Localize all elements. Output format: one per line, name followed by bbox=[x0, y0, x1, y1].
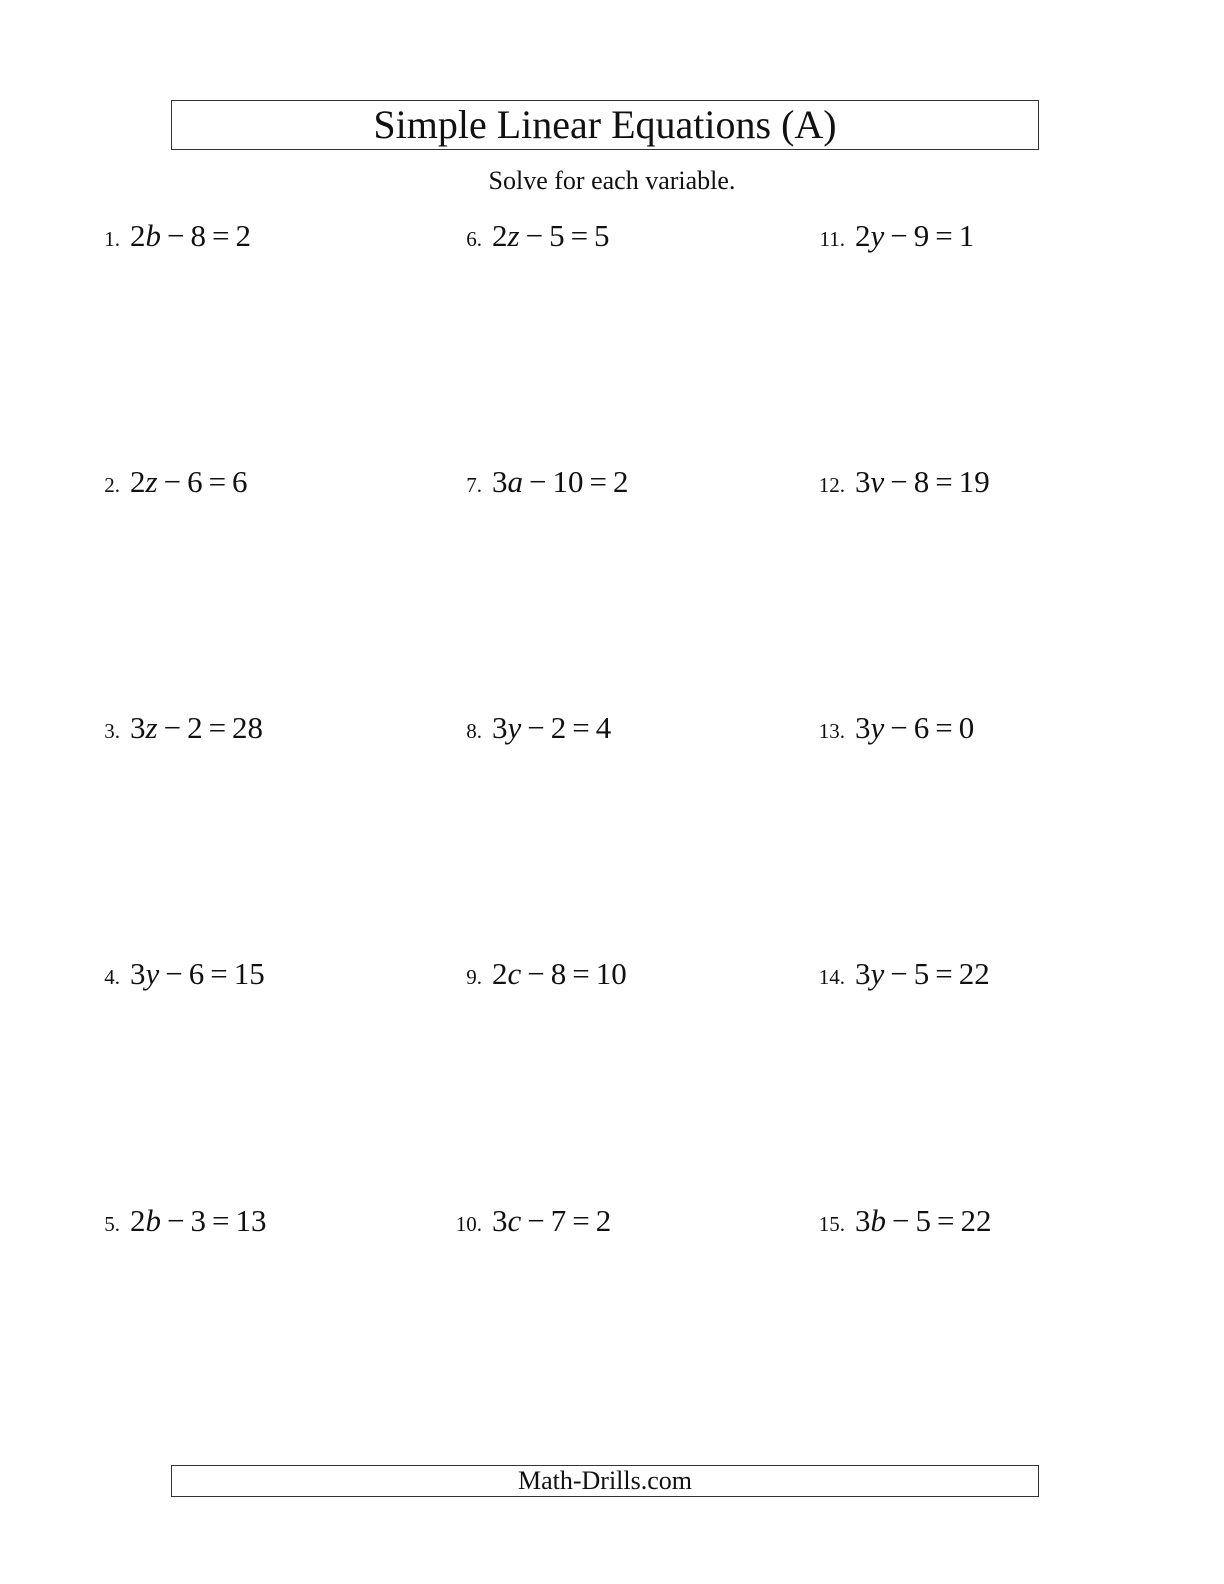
equation-constant: 8 bbox=[913, 464, 930, 499]
equals-sign: = bbox=[572, 710, 590, 745]
problem-number: 10. bbox=[455, 1212, 482, 1236]
problem-equation bbox=[855, 1203, 991, 1239]
equation-coefficient: 2 bbox=[130, 464, 146, 499]
equation-operator: − bbox=[527, 1203, 545, 1238]
equation-operator: − bbox=[890, 710, 908, 745]
problem-item bbox=[815, 218, 974, 254]
worksheet-title-box bbox=[171, 100, 1039, 150]
footer-text: Math-Drills.com bbox=[517, 1466, 693, 1495]
worksheet-instructions: Solve for each variable. bbox=[488, 166, 736, 195]
equation-constant: 6 bbox=[188, 956, 205, 991]
equation-variable: y bbox=[507, 710, 522, 745]
equation-rhs: 4 bbox=[595, 710, 612, 745]
equation-constant: 6 bbox=[913, 710, 930, 745]
equation-operator: − bbox=[890, 464, 908, 499]
problem-equation bbox=[492, 464, 628, 500]
equals-sign: = bbox=[589, 464, 607, 499]
problem-number: 2. bbox=[104, 473, 120, 497]
footer-box bbox=[171, 1465, 1039, 1497]
equation-rhs: 10 bbox=[595, 956, 627, 991]
equals-sign: = bbox=[570, 218, 589, 253]
equation-rhs: 28 bbox=[232, 710, 264, 745]
equals-sign: = bbox=[935, 464, 953, 499]
equation-operator: − bbox=[892, 1203, 910, 1238]
equation-variable: b bbox=[145, 1203, 161, 1238]
problem-number: 14. bbox=[818, 965, 845, 989]
equation-rhs: 2 bbox=[235, 218, 251, 253]
equation-coefficient: 3 bbox=[492, 1203, 508, 1238]
equation-constant: 5 bbox=[913, 956, 930, 991]
problem-item bbox=[452, 218, 610, 254]
equation-coefficient: 3 bbox=[130, 710, 146, 745]
equation-variable: b bbox=[145, 218, 161, 253]
equals-sign: = bbox=[936, 1203, 955, 1238]
problem-equation bbox=[855, 710, 974, 746]
equation-coefficient: 2 bbox=[492, 956, 508, 991]
equation-operator: − bbox=[167, 1203, 185, 1238]
equation-coefficient: 3 bbox=[130, 956, 146, 991]
equation-variable: z bbox=[145, 710, 158, 745]
problem-equation bbox=[130, 218, 251, 254]
problem-item bbox=[90, 956, 265, 992]
equation-coefficient: 3 bbox=[855, 710, 871, 745]
equation-rhs: 6 bbox=[232, 464, 248, 499]
problem-equation bbox=[130, 956, 265, 992]
equals-sign: = bbox=[210, 956, 228, 991]
equation-coefficient: 3 bbox=[492, 710, 508, 745]
problem-number: 3. bbox=[104, 719, 120, 743]
equation-operator: − bbox=[527, 710, 545, 745]
equation-constant: 8 bbox=[190, 218, 206, 253]
equation-coefficient: 2 bbox=[130, 1203, 146, 1238]
equals-sign: = bbox=[935, 218, 953, 253]
problem-number: 12. bbox=[818, 473, 845, 497]
equation-constant: 5 bbox=[549, 218, 565, 253]
equals-sign: = bbox=[935, 710, 953, 745]
problem-equation bbox=[492, 710, 611, 746]
equation-rhs: 1 bbox=[958, 218, 975, 253]
problem-equation bbox=[130, 464, 248, 500]
equation-rhs: 22 bbox=[958, 956, 990, 991]
equation-coefficient: 2 bbox=[130, 218, 146, 253]
equals-sign: = bbox=[572, 956, 590, 991]
equation-rhs: 0 bbox=[958, 710, 975, 745]
worksheet-title: Simple Linear Equations (A) bbox=[373, 102, 837, 147]
problem-equation bbox=[492, 956, 627, 992]
equation-variable: b bbox=[870, 1203, 886, 1238]
equation-operator: − bbox=[163, 464, 182, 499]
equation-coefficient: 2 bbox=[855, 218, 871, 253]
equation-constant: 10 bbox=[552, 464, 584, 499]
problem-equation bbox=[855, 218, 974, 254]
problem-item bbox=[815, 956, 990, 992]
problem-equation bbox=[130, 710, 263, 746]
problem-number: 5. bbox=[104, 1212, 120, 1236]
equation-variable: y bbox=[870, 710, 885, 745]
problem-equation bbox=[130, 1203, 266, 1239]
problem-item bbox=[90, 218, 251, 254]
problem-number: 13. bbox=[818, 719, 845, 743]
equals-sign: = bbox=[572, 1203, 590, 1238]
problem-item bbox=[452, 1203, 611, 1239]
equation-variable: y bbox=[145, 956, 160, 991]
problem-item bbox=[90, 710, 263, 746]
equation-constant: 5 bbox=[915, 1203, 931, 1238]
equation-coefficient: 3 bbox=[855, 1203, 871, 1238]
equation-variable: y bbox=[870, 956, 885, 991]
equation-operator: − bbox=[165, 956, 183, 991]
equation-constant: 3 bbox=[190, 1203, 206, 1238]
problem-number: 11. bbox=[819, 227, 845, 251]
problem-item bbox=[815, 710, 974, 746]
equation-constant: 2 bbox=[187, 710, 203, 745]
equation-variable: a bbox=[507, 464, 523, 499]
problem-equation bbox=[492, 1203, 611, 1239]
problem-item bbox=[452, 956, 627, 992]
equation-coefficient: 2 bbox=[492, 218, 508, 253]
problem-number: 4. bbox=[104, 965, 120, 989]
equation-operator: − bbox=[525, 218, 544, 253]
equals-sign: = bbox=[211, 1203, 230, 1238]
equation-operator: − bbox=[163, 710, 182, 745]
equals-sign: = bbox=[211, 218, 230, 253]
equation-rhs: 19 bbox=[958, 464, 990, 499]
equation-rhs: 5 bbox=[594, 218, 610, 253]
problem-equation bbox=[855, 464, 990, 500]
problem-number: 7. bbox=[466, 473, 482, 497]
equation-variable: z bbox=[145, 464, 158, 499]
problem-equation bbox=[492, 218, 610, 254]
equation-rhs: 22 bbox=[960, 1203, 992, 1238]
equals-sign: = bbox=[208, 710, 227, 745]
equation-operator: − bbox=[890, 218, 908, 253]
problem-number: 6. bbox=[466, 227, 482, 251]
equation-operator: − bbox=[527, 956, 545, 991]
problem-item bbox=[452, 710, 611, 746]
equation-rhs: 2 bbox=[612, 464, 629, 499]
equation-rhs: 15 bbox=[233, 956, 265, 991]
equation-constant: 7 bbox=[550, 1203, 567, 1238]
problem-item bbox=[815, 464, 990, 500]
problem-item bbox=[90, 464, 248, 500]
problem-item bbox=[815, 1203, 991, 1239]
equation-constant: 8 bbox=[550, 956, 567, 991]
equation-constant: 6 bbox=[187, 464, 203, 499]
equation-variable: v bbox=[870, 464, 885, 499]
problem-number: 1. bbox=[104, 227, 120, 251]
problem-number: 15. bbox=[818, 1212, 845, 1236]
equation-coefficient: 3 bbox=[855, 956, 871, 991]
problem-item bbox=[90, 1203, 266, 1239]
problem-number: 8. bbox=[466, 719, 482, 743]
equation-coefficient: 3 bbox=[855, 464, 871, 499]
problem-item bbox=[452, 464, 628, 500]
equation-operator: − bbox=[529, 464, 547, 499]
problem-number: 9. bbox=[466, 965, 482, 989]
equation-operator: − bbox=[890, 956, 908, 991]
equation-variable: z bbox=[507, 218, 520, 253]
equation-variable: y bbox=[870, 218, 885, 253]
equation-variable: c bbox=[507, 956, 522, 991]
equals-sign: = bbox=[935, 956, 953, 991]
problem-equation bbox=[855, 956, 990, 992]
equation-operator: − bbox=[167, 218, 185, 253]
equals-sign: = bbox=[208, 464, 227, 499]
equation-rhs: 13 bbox=[235, 1203, 267, 1238]
equation-constant: 2 bbox=[550, 710, 567, 745]
equation-variable: c bbox=[507, 1203, 522, 1238]
equation-constant: 9 bbox=[913, 218, 930, 253]
equation-rhs: 2 bbox=[595, 1203, 612, 1238]
equation-coefficient: 3 bbox=[492, 464, 508, 499]
